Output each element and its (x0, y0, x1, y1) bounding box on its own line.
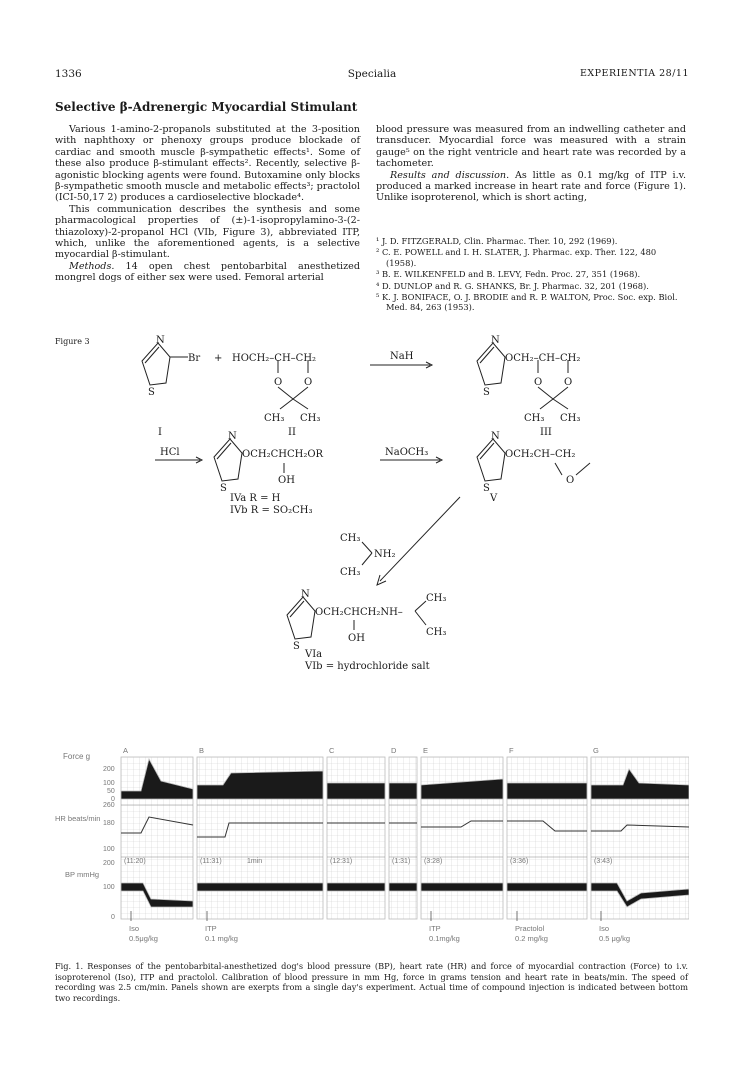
intro-paragraph: Various 1-amino-2-propanols substituted at the 3-position with naphthoxy or phenoxy groups produce blockade of cardiac and smooth muscle β-sympathetic effects¹. Some of these also produce β-stimulant effects². Recently, selective β-agonistic blocking agents were found. Butoxamine only blocks β-sympathetic smooth muscle and metabolic effects³; practolol (ICI-50,17 2) produces a cardioselective blockade⁴. (55, 124, 360, 204)
svg-text:OCH₂CHCH₂OR: OCH₂CHCH₂OR (242, 449, 324, 460)
running-header (55, 68, 689, 82)
reference-item: ⁵ K. J. BONIFACE, O. J. BRODIE and R. P. WALTON, Proc. Soc. exp. Biol. Med. 84, 263 (1953). (376, 292, 678, 313)
label-via: VIa (305, 649, 323, 660)
panel-letter: A (123, 746, 129, 755)
svg-text:Br: Br (188, 353, 201, 364)
bp-trace (389, 883, 417, 891)
reagent-nah: NaH (390, 351, 414, 362)
force-axis-label: Force g (63, 752, 91, 761)
section-name: Specialia (347, 68, 397, 80)
results-text: As little as 0.1 mg/kg of ITP i.v. produced a marked increase in heart rate and force (Figure 1). Unlike isoproterenol, which is short acting, (376, 169, 686, 204)
svg-text:CH₃: CH₃ (524, 413, 545, 424)
reference-item: ⁴ D. DUNLOP and R. G. SHANKS, Br. J. Pharmac. 32, 201 (1968). (376, 280, 649, 291)
svg-text:O: O (566, 475, 575, 486)
bp-axis-label: BP mmHg (65, 870, 100, 879)
svg-text:N: N (491, 335, 500, 346)
figure1-recordings (55, 745, 689, 950)
panel-dose: 0.5 μg/kg (599, 934, 631, 943)
figure3-label: Figure 3 (55, 337, 90, 346)
panel-letter: F (509, 746, 514, 755)
svg-text:+: + (214, 353, 223, 364)
panel-drug: ITP (429, 924, 441, 933)
reagent-naoch3: NaOCH₃ (385, 447, 429, 458)
left-column (55, 124, 360, 284)
force-tick: 200 (103, 766, 115, 773)
svg-text:O: O (274, 377, 283, 388)
bp-tick: 0 (111, 914, 115, 921)
svg-text:NH₂: NH₂ (374, 549, 396, 560)
panel-dose: 0.1mg/kg (429, 934, 460, 943)
methods-paragraph (55, 261, 360, 284)
time-scale-label: 1min (247, 858, 263, 865)
panel-time: (3:43) (594, 858, 613, 865)
svg-text:S: S (148, 387, 155, 398)
bp-trace (197, 883, 323, 891)
communication-paragraph: This communication describes the synthesis and some pharmacological properties of (±)-1-isopropylamino-3-(2-thiazoloxy)-2-propanol HCl (VIb, Figure 3), abbreviated ITP, which, unlike the aforementioned agents, is a selective myocardial β-stimulant. (55, 203, 360, 261)
label-vib: VIb = hydrochloride salt (305, 661, 430, 672)
panel-drug: Iso (599, 924, 610, 933)
panel-dose: 0.5μg/kg (129, 934, 158, 943)
force-tick: 0 (111, 796, 115, 803)
panel-letter: C (329, 746, 335, 755)
force-trace (327, 783, 385, 799)
figure3-scheme (130, 335, 650, 675)
panel-drug: Iso (129, 924, 140, 933)
svg-text:N: N (228, 431, 237, 442)
svg-text:N: N (156, 335, 165, 346)
panel-letter: E (423, 746, 429, 755)
svg-text:OCH₂CH–CH₂: OCH₂CH–CH₂ (505, 449, 576, 460)
panel-dose: 0.1 mg/kg (205, 934, 238, 943)
methods-label: Methods. (69, 260, 115, 272)
hr-tick: 100 (103, 846, 115, 853)
svg-text:HOCH₂–CH–CH₂: HOCH₂–CH–CH₂ (232, 353, 317, 364)
bp-tick: 200 (103, 860, 115, 867)
trace-panel (327, 757, 385, 919)
panel-letter: G (593, 746, 599, 755)
svg-text:O: O (534, 377, 543, 388)
svg-text:O: O (564, 377, 573, 388)
panel-letter: D (391, 746, 397, 755)
svg-text:CH₃: CH₃ (264, 413, 285, 424)
hr-tick: 260 (103, 802, 115, 809)
force-trace (507, 783, 587, 799)
panel-time: (11:20) (124, 858, 146, 865)
label-V: V (490, 493, 498, 504)
article-title: Selective β-Adrenergic Myocardial Stimulant (55, 100, 358, 114)
svg-text:OCH₂–CH–CH₂: OCH₂–CH–CH₂ (505, 353, 581, 364)
svg-text:S: S (220, 483, 227, 494)
methods-continued: blood pressure was measured from an indwelling catheter and transducer. Myocardial force was measured with a strain gauge⁵ on the right ventricle and heart rate was recorded by a tachometer. (376, 124, 686, 170)
hr-axis-label: HR beats/min (55, 814, 101, 823)
bp-trace (507, 883, 587, 891)
figure1-caption: Fig. 1. Responses of the pentobarbital-anesthetized dog's blood pressure (BP), heart rate (HR) and force of myocardial contraction (Force) to i.v. isoproterenol (Iso), ITP and practolol. Calibration of blood pressure in mm Hg, force in grams tension and heart rate in beats/min. The speed of recording was 2.5 cm/min. Panels shown are exerpts from a single day's experiment. Actual time of compound injection is indicated between bottom two recordings. (55, 961, 688, 1003)
results-paragraph (376, 170, 686, 204)
svg-text:N: N (301, 589, 310, 600)
results-label: Results and discussion. (390, 169, 510, 181)
references (376, 236, 688, 314)
panel-time: (3:28) (424, 858, 443, 865)
svg-text:OH: OH (348, 633, 365, 644)
force-tick: 100 (103, 780, 115, 787)
reference-item: ² C. E. POWELL and I. H. SLATER, J. Pharmac. exp. Ther. 122, 480 (1958). (376, 247, 657, 268)
trace-panel (389, 757, 417, 919)
svg-text:OCH₂CHCH₂NH–: OCH₂CHCH₂NH– (315, 607, 403, 618)
methods-text: 14 open chest pentobarbital anesthetized mongrel dogs of either sex were used. Femoral arterial (55, 260, 360, 284)
trace-panel (507, 757, 587, 919)
reference-item: ³ B. E. WILKENFELD and B. LEVY, Fedn. Proc. 27, 351 (1968). (376, 269, 641, 280)
force-tick: 50 (107, 788, 115, 795)
svg-text:S: S (483, 483, 490, 494)
right-column (376, 124, 686, 204)
svg-text:S: S (483, 387, 490, 398)
panel-drug: Practolol (515, 924, 545, 933)
label-iva: IVa R = H (230, 493, 281, 504)
bp-trace (327, 883, 385, 891)
svg-text:O: O (304, 377, 313, 388)
svg-text:CH₃: CH₃ (340, 567, 361, 578)
force-trace (389, 783, 417, 799)
reagent-hcl: HCl (160, 447, 180, 458)
svg-text:CH₃: CH₃ (426, 593, 447, 604)
panel-dose: 0.2 mg/kg (515, 934, 548, 943)
panel-time: (3:36) (510, 858, 529, 865)
panel-letter: B (199, 746, 205, 755)
hr-tick: 180 (103, 820, 115, 827)
panel-time: (1:31) (392, 858, 411, 865)
panel-drug: ITP (205, 924, 217, 933)
panel-time: (11:31) (200, 858, 222, 865)
bp-tick: 100 (103, 884, 115, 891)
svg-text:S: S (293, 641, 300, 652)
page-number: 1336 (55, 68, 82, 80)
bp-trace (421, 883, 503, 891)
journal-name: EXPERIENTIA 28/11 (579, 68, 689, 79)
svg-text:CH₃: CH₃ (340, 533, 361, 544)
label-I: I (158, 427, 162, 438)
label-III: III (540, 427, 552, 438)
reference-item: ¹ J. D. FITZGERALD, Clin. Pharmac. Ther. 10, 292 (1969). (376, 236, 618, 246)
panel-time: (12:31) (330, 858, 353, 865)
label-ivb: IVb R = SO₂CH₃ (230, 505, 313, 516)
svg-text:CH₃: CH₃ (426, 627, 447, 638)
svg-text:N: N (491, 431, 500, 442)
svg-text:CH₃: CH₃ (560, 413, 581, 424)
svg-text:CH₃: CH₃ (300, 413, 321, 424)
label-II: II (288, 427, 296, 438)
svg-text:OH: OH (278, 475, 295, 486)
